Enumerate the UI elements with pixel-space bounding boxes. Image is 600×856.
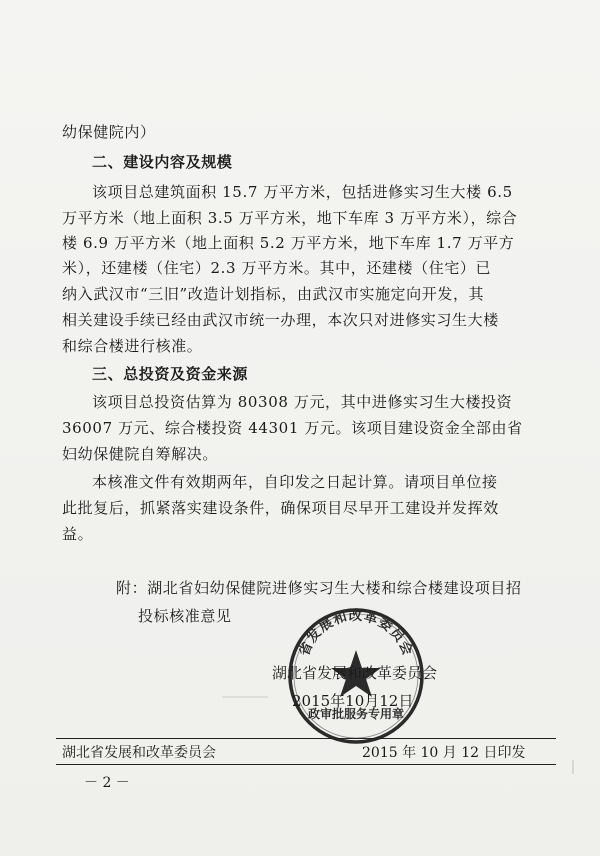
footer-top-rule xyxy=(56,738,556,739)
scan-artifact xyxy=(222,696,268,698)
paragraph-line: 万平方米（地上面积 3.5 万平方米，地下车库 3 万平方米），综合 xyxy=(62,209,518,227)
paragraph-line: 纳入武汉市“三旧”改造计划指标，由武汉市实施定向开发，其 xyxy=(62,285,485,303)
seal-ring-text: 省发展和改革委员会 xyxy=(296,608,416,659)
signature-org: 湖北省发展和改革委员会 xyxy=(272,664,438,682)
paragraph-line: 米），还建楼（住宅）2.3 万平方米。其中，还建楼（住宅）已 xyxy=(62,259,492,277)
paragraph-line: 该项目总建筑面积 15.7 万平方米，包括进修实习生大楼 6.5 xyxy=(92,183,513,201)
scan-artifact xyxy=(572,760,574,774)
attachment-note: 附：湖北省妇幼保健院进修实习生大楼和综合楼建设项目招 xyxy=(116,579,522,597)
paragraph-line: 益。 xyxy=(62,525,94,543)
attachment-note-cont: 投标核准意见 xyxy=(138,607,232,625)
continued-text-line: 幼保健院内） xyxy=(62,123,156,141)
paragraph-line: 此批复后，抓紧落实建设条件，确保项目尽早开工建设并发挥效 xyxy=(62,499,499,517)
paragraph-line: 本核准文件有效期两年，自印发之日起计算。请项目单位接 xyxy=(92,473,498,491)
seal-bottom-text: 政审批服务专用章 xyxy=(307,707,405,721)
signature-date: 2015年10月12日 xyxy=(292,692,414,710)
section-heading-3: 三、总投资及资金来源 xyxy=(92,365,249,383)
footer-bottom-rule xyxy=(56,764,556,765)
paragraph-line: 妇幼保健院自筹解决。 xyxy=(62,445,219,463)
paragraph-line: 和综合楼进行核准。 xyxy=(62,337,203,355)
page-number: － 2 － xyxy=(84,775,130,791)
paragraph-line: 楼 6.9 万平方米（地上面积 5.2 万平方米，地下车库 1.7 万平方 xyxy=(62,234,515,252)
section-heading-2: 二、建设内容及规模 xyxy=(92,153,233,171)
paragraph-line: 该项目总投资估算为 80308 万元，其中进修实习生大楼投资 xyxy=(92,393,513,411)
paragraph-line: 相关建设手续已经由武汉市统一办理，本次只对进修实习生大楼 xyxy=(62,311,499,329)
footer-issuer: 湖北省发展和改革委员会 xyxy=(62,745,216,761)
paragraph-line: 36007 万元、综合楼投资 44301 万元。该项目建设资金全部由省 xyxy=(62,419,523,437)
footer-issue-date: 2015 年 10 月 12 日印发 xyxy=(362,745,526,761)
